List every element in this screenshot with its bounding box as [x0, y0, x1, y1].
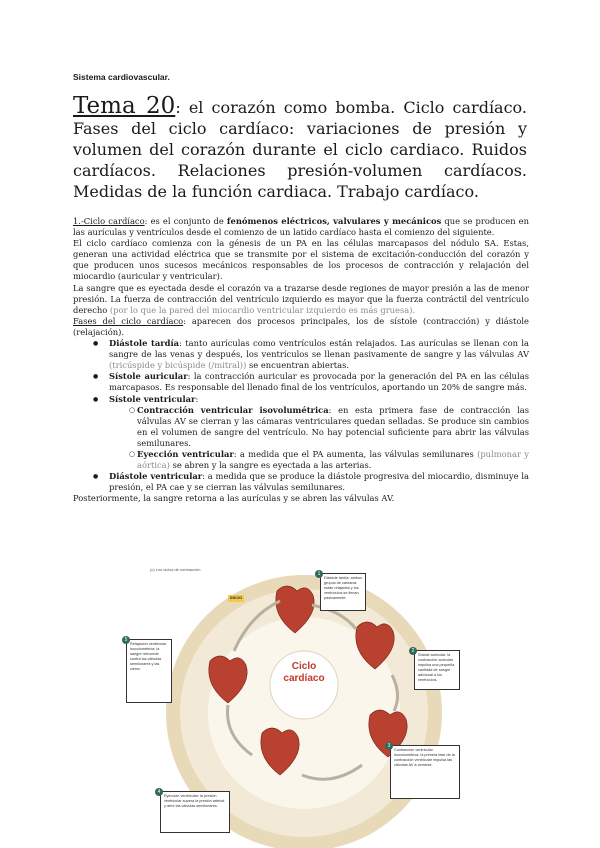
paragraph-closing: Posteriormente, la sangre retorna a las aurículas y se abren las válvulas AV. [73, 493, 395, 504]
step-badge: 1 [315, 570, 323, 578]
phase-box-5: Relajación ventricular isovolumétrica: la sangre retrocede contra las válvulas semilunares y las cierra. [126, 639, 172, 703]
list-item: ○ Eyección ventricular: a medida que el PA aumenta, las válvulas semilunares (pulmonar y aórtica) se abren y la sangre es eyectada a las arterias. [73, 449, 529, 471]
paragraph-definition: 1.-Ciclo cardíaco: es el conjunto de fenómenos eléctricos, valvulares y mecánicos que se producen en las aurículas y ventrículos desde el comienzo de un latido cardíaco hasta el comienzo del siguiente. [73, 216, 529, 238]
paragraph-phases: Fases del ciclo cardíaco: aparecen dos procesos principales, los de sístole (contracción) y diástole (relajación). [73, 315, 529, 337]
phase-box-1: Diástole tardía: ambos grupos de cámaras están relajados y los ventrículos se llenan pasivamente. [320, 573, 366, 611]
step-badge: 5 [122, 636, 130, 644]
list-item: ● Sístole auricular: la contracción auricular es provocada por la generación del PA en las células marcapasos. Es responsable del llenado final de los ventrículos, aportando un 20% de sangre más. [73, 371, 529, 393]
paragraph-pressure: La sangre que es eyectada desde el corazón va a trazarse desde regiones de mayor presión a las de menor presión. La fuerza de contracción del ventrículo izquierdo es mayor que la fuerza contráctil del ventrículo derecho (por lo que la pared del miocardio ventricular izquierdo es más gruesa). [73, 282, 529, 315]
phase-box-2: Sístole auricular: la contracción auricular impulsa una pequeña cantidad de sangre adicional a los ventrículos. [414, 650, 460, 690]
title-text: : el corazón como bomba. Ciclo cardíaco. Fases del ciclo cardíaco: variaciones de presión y volumen del corazón durante el ciclo cardiaco. Ruidos cardíacos. Relaciones presión-volumen cardíacos. Medidas de la función cardiaca. Trabajo cardíaco. [73, 98, 527, 201]
step-badge: 2 [409, 647, 417, 655]
paragraph-genesis: El ciclo cardíaco comienza con la génesis de un PA en las células marcapasos del nódulo SA. Estas, generan una actividad eléctrica que se transmite por el sistema de excitación-conducción del corazón y que producen unos sucesos mecánicos responsables de los procesos de contracción y relajación del miocardio (auricular y ventricular). [73, 238, 529, 282]
step-badge: 4 [155, 788, 163, 796]
topic-label: Tema 20 [73, 93, 176, 119]
phase-box-4: Eyección ventricular: la presión ventricular supera la presión arterial y abre las válvulas semilunares. [160, 791, 230, 833]
document-body [73, 216, 529, 504]
section-header: Sistema cardiovascular. [73, 72, 170, 82]
sub-phase-list [109, 405, 529, 472]
step-badge: 3 [385, 742, 393, 750]
inicio-label: INICIO [230, 595, 243, 600]
list-item: ● Diástole ventricular: a medida que se produce la diástole progresiva del miocardio, disminuye la presión, el PA cae y se cierran las válvulas semilunares. [73, 471, 529, 493]
list-item: ○ Contracción ventricular isovolumétrica: en esta primera fase de contracción las válvulas AV se cierran y las cámaras ventriculares quedan selladas. Se produce sin cambios en el volumen de sangre del ventrículo. No hay potencial suficiente para abrir las válvulas semilunares. [73, 405, 529, 449]
section-heading-ciclo: 1.-Ciclo cardíaco [73, 216, 145, 226]
page-title [73, 93, 527, 202]
phase-box-3: Contracción ventricular isovolumétrica: la primera fase de la contracción ventricular impulsa las válvulas AV a cerrarse. [390, 745, 460, 799]
cardiac-cycle-figure [122, 565, 486, 848]
cycle-center-label: Ciclo cardíaco [283, 661, 325, 684]
figure-caption: (c) Los ciclos de contracción [150, 567, 201, 572]
phase-list [73, 338, 529, 493]
list-item: ● Diástole tardía: tanto aurículas como ventrículos están relajados. Las aurículas se llenan con la sangre de las venas y después, los ventrículos se llenan pasivamente de sangre y las válvulas AV (tricúspide y bicúspide (/mitral)) se encuentran abiertas. [73, 338, 529, 371]
list-item: ● Sístole ventricular: ○ Contracción ventricular isovolumétrica: en esta primera fase de contracción las válvulas AV se cierran y las cámaras ventriculares quedan selladas. Se produce sin cambios en el volumen de sangre del ventrículo. No hay potencial suficiente para abrir las válvulas semilunares. ○ Eyección ventricular: a medida que el PA aumenta, las válvulas semilunares (pulmonar y aórtica) se abren y la sangre es eyectada a las arterias. [73, 394, 529, 472]
